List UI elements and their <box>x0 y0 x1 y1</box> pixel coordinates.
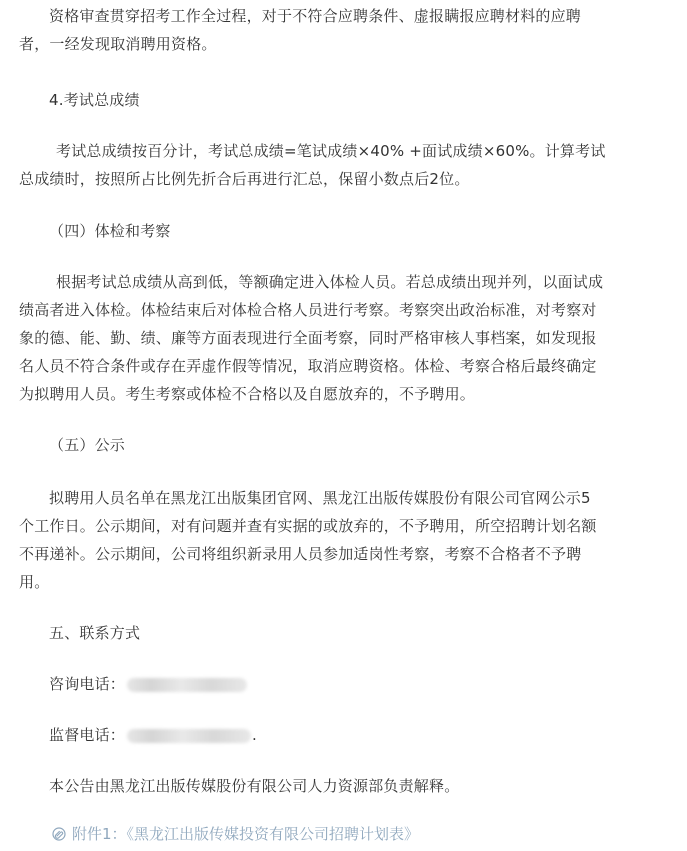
supervise-phone-row <box>19 721 667 749</box>
paragraph-qualification-review <box>19 2 667 58</box>
heading-contact: 五、联系方式 <box>49 624 141 642</box>
attachment-link[interactable] <box>52 820 419 848</box>
paragraph-physical-exam <box>19 268 667 408</box>
consult-phone-label: 咨询电话： <box>49 675 126 693</box>
text-line: 拟聘用人员名单在黑龙江出版集团官网、黑龙江出版传媒股份有限公司官网公示5 <box>49 489 591 507</box>
attachment-label: 附件1：《黑龙江出版传媒投资有限公司招聘计划表》 <box>72 825 420 843</box>
text-line: 总成绩时，按照所占比例先折合后再进行汇总，保留小数点后2位。 <box>19 170 470 188</box>
paragraph-public-notice <box>19 484 667 596</box>
consult-phone-row <box>19 670 667 698</box>
supervise-phone-end: . <box>252 726 257 744</box>
text-line: 名人员不符合条件或存在弄虚作假等情况，取消应聘资格。体检、考察合格后最终确定 <box>19 357 597 375</box>
redacted-supervise-phone <box>127 729 251 743</box>
text-line: 用。 <box>19 573 50 591</box>
interpretation-note: 本公告由黑龙江出版传媒股份有限公司人力资源部负责解释。 <box>49 777 460 795</box>
supervise-phone-label: 监督电话： <box>49 726 126 744</box>
text-line: 为拟聘用人员。考生考察或体检不合格以及自愿放弃的，不予聘用。 <box>19 385 476 403</box>
paragraph-total-score <box>19 137 667 193</box>
heading-total-score: 4.考试总成绩 <box>49 91 140 109</box>
text-line: 绩高者进入体检。体检结束后对体检合格人员进行考察。考察突出政治标准，对考察对 <box>19 301 597 319</box>
heading-public-notice: （五）公示 <box>49 436 126 454</box>
redacted-consult-phone <box>127 678 247 692</box>
text-line: 象的德、能、勤、绩、廉等方面表现进行全面考察，同时严格审核人事档案，如发现报 <box>19 329 597 347</box>
text-line: 根据考试总成绩从高到低，等额确定进入体检人员。若总成绩出现并列，以面试成 <box>56 273 604 291</box>
text-line: 考试总成绩按百分计，考试总成绩=笔试成绩×40% +面试成绩×60%。计算考试 <box>56 142 606 160</box>
text-line: 者，一经发现取消聘用资格。 <box>19 35 217 53</box>
text-line: 资格审查贯穿招考工作全过程，对于不符合应聘条件、虚报瞒报应聘材料的应聘 <box>49 7 582 25</box>
paperclip-icon <box>52 827 66 841</box>
text-line: 不再递补。公示期间，公司将组织新录用人员参加适岗性考察，考察不合格者不予聘 <box>19 545 582 563</box>
text-line: 个工作日。公示期间，对有问题并查有实据的或放弃的，不予聘用，所空招聘计划名额 <box>19 517 597 535</box>
heading-physical-exam: （四）体检和考察 <box>49 222 171 240</box>
